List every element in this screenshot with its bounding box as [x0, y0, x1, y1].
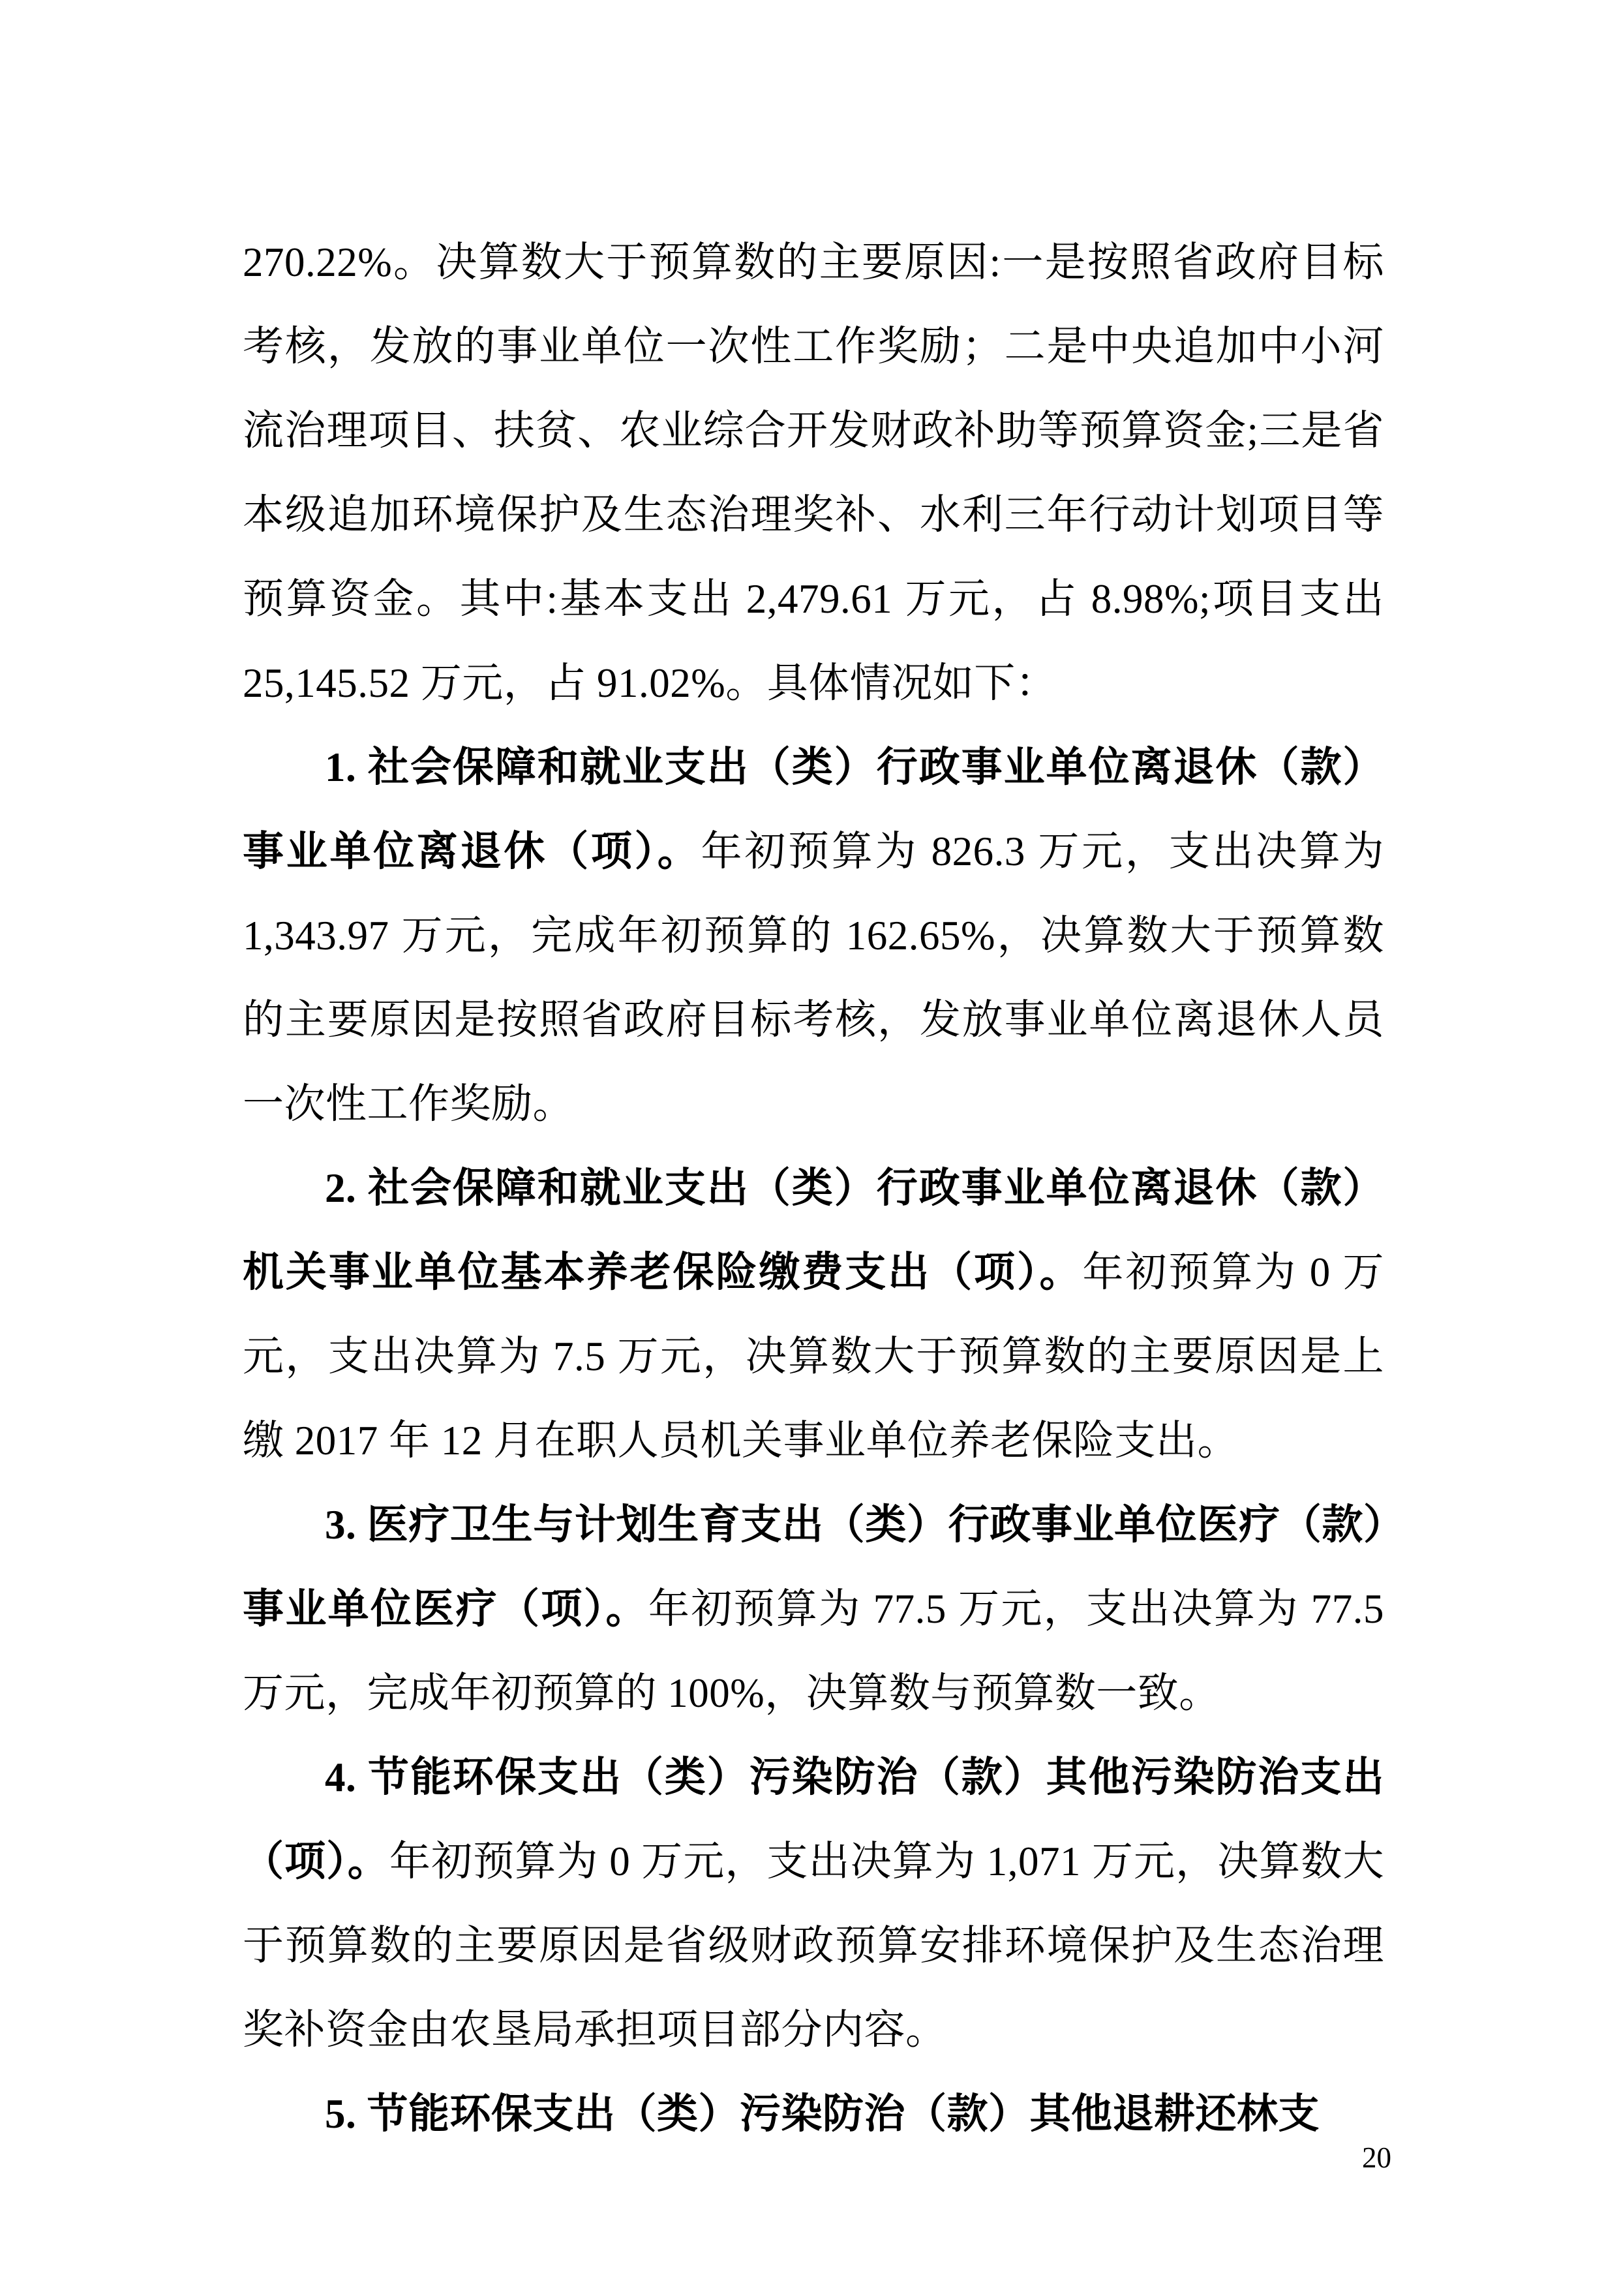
paragraph-item-4	[243, 1736, 1384, 2072]
item-3-body: 年初预算为 77.5 万元，支出决算为 77.5 万元，完成年初预算的 100%，决算数与预算数一致。	[243, 1586, 1385, 1716]
item-4-body: 年初预算为 0 万元，支出决算为 1,071 万元，决算数大于预算数的主要原因是省级财政预算安排环境保护及生态治理奖补资金由农垦局承担项目部分内容。	[243, 1839, 1385, 2053]
paragraph-item-2	[243, 1146, 1384, 1483]
item-4-heading: 4. 节能环保支出（类）污染防治（款）其他污染防治支出（项）。	[243, 1754, 1384, 1884]
item-1-body: 年初预算为 826.3 万元，支出决算为 1,343.97 万元，完成年初预算的 162.65%，决算数大于预算数的主要原因是按照省政府目标考核，发放事业单位离退休人员一次性工作奖励。	[243, 829, 1385, 1127]
item-2-heading: 2. 社会保障和就业支出（类）行政事业单位离退休（款）机关事业单位基本养老保险缴费支出（项）。	[243, 1165, 1384, 1295]
item-1-heading: 1. 社会保障和就业支出（类）行政事业单位离退休（款）事业单位离退休（项）。	[243, 744, 1384, 874]
paragraph-item-1	[243, 726, 1384, 1146]
page-content	[243, 221, 1384, 2156]
paragraph-item-3	[243, 1483, 1384, 1736]
item-5-heading: 5. 节能环保支出（类）污染防治（款）其他退耕还林支	[325, 2091, 1320, 2137]
paragraph-item-5	[243, 2072, 1384, 2156]
item-2-body: 年初预算为 0 万元，支出决算为 7.5 万元，决算数大于预算数的主要原因是上缴 2017 年 12 月在职人员机关事业单位养老保险支出。	[243, 1249, 1385, 1463]
page-number: 20	[1362, 2141, 1391, 2174]
paragraph-text: 270.22%。决算数大于预算数的主要原因:一是按照省政府目标考核，发放的事业单位一次性工作奖励；二是中央追加中小河流治理项目、扶贫、农业综合开发财政补助等预算资金;三是省本级追加环境保护及生态治理奖补、水利三年行动计划项目等预算资金。其中:基本支出 2,479.61 万元，占 8.98%;项目支出 25,145.52 万元，占 91.02%。具体情况如下：	[243, 239, 1384, 706]
paragraph-continuation	[243, 221, 1384, 726]
item-3-heading: 3. 医疗卫生与计划生育支出（类）行政事业单位医疗（款）事业单位医疗（项）。	[243, 1502, 1384, 1632]
